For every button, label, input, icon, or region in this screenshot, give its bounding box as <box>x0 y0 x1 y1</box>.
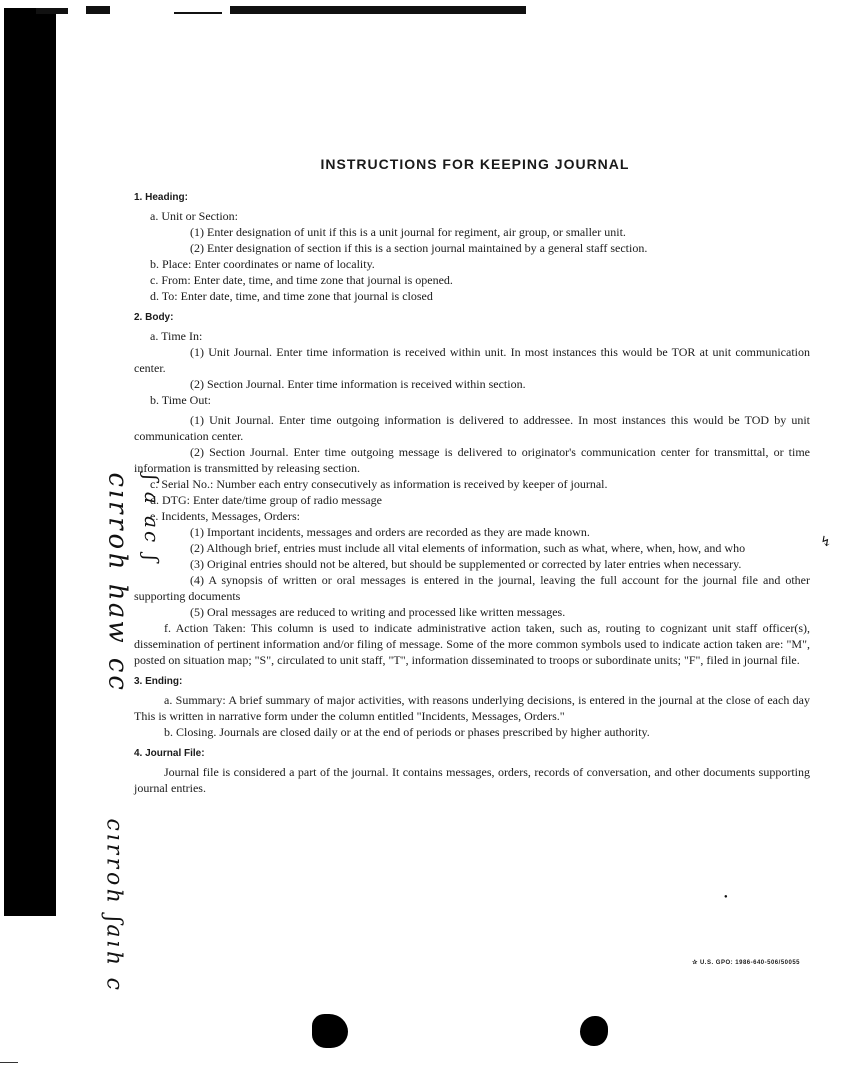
section-heading: 3. Ending: <box>134 676 183 687</box>
scan-mark <box>230 6 526 14</box>
scan-blob <box>580 1016 608 1046</box>
section-heading: 1. Heading: <box>134 192 188 203</box>
paragraph: a. Summary: A brief summary of major activities, with reasons underlying decisions, is entered in the journal at the close of each day This is written in narrative form under the column entitled "Incidents, Messages, Orders." <box>134 693 810 723</box>
scan-blob <box>312 1014 348 1048</box>
paragraph: c. Serial No.: Number each entry consecutively as information is received by keeper of journal. <box>150 477 608 491</box>
scan-mark <box>36 8 68 14</box>
printer-code: ✰ U.S. GPO: 1986-640-506/50055 <box>692 960 800 966</box>
scan-mark <box>0 1062 18 1063</box>
paragraph: (5) Oral messages are reduced to writing and processed like written messages. <box>190 605 566 619</box>
paragraph: Journal file is considered a part of the journal. It contains messages, orders, records of conversation, and other documents supporting journal entries. <box>134 765 810 795</box>
paragraph: (1) Enter designation of unit if this is a unit journal for regiment, air group, or smaller unit. <box>190 225 626 239</box>
paragraph: a. Time In: <box>150 329 203 343</box>
paragraph: f. Action Taken: This column is used to indicate administrative action taken, such as, routing to cognizant unit staff officer(s), dissemination of pertinent information and/or filing of message. Some of the more common symbols used to indicate action taken are: "M", posted on situation map; "S", circulated to unit staff, "T", information disseminated to troops or subordinate units; "F", filed in journal file. <box>134 621 810 667</box>
paragraph: e. Incidents, Messages, Orders: <box>150 509 300 523</box>
paragraph: (1) Important incidents, messages and orders are recorded as they are made known. <box>190 525 590 539</box>
handwritten-mark: ↯ <box>820 535 832 550</box>
paragraph: b. Time Out: <box>150 393 212 407</box>
paragraph: (3) Original entries should not be altered, but should be supplemented or corrected by later entries when necessary. <box>190 557 742 571</box>
paragraph: (1) Unit Journal. Enter time outgoing information is delivered to addressee. In most instances this would be TOD by unit communication center. <box>134 413 810 443</box>
paragraph: c. From: Enter date, time, and time zone that journal is opened. <box>150 273 453 287</box>
handwritten-mark: ● <box>724 894 728 900</box>
paragraph: (2) Section Journal. Enter time outgoing message is delivered to originator's communication center for transmittal, or time information is transmitted by releasing section. <box>134 445 810 475</box>
paragraph: (2) Section Journal. Enter time information is received within section. <box>190 377 526 391</box>
paragraph: (4) A synopsis of written or oral messages is entered in the journal, leaving the full account for the journal file and other supporting documents <box>134 573 810 603</box>
handwritten-annotation: ɔ ɥıɐʃ ɥoɹɹıɔ <box>100 815 125 990</box>
scan-mark <box>86 6 110 14</box>
scan-edge-bar <box>4 8 56 916</box>
section-heading: 2. Body: <box>134 312 174 323</box>
section-heading: 4. Journal File: <box>134 748 205 759</box>
page-title: INSTRUCTIONS FOR KEEPING JOURNAL <box>320 156 630 172</box>
scan-mark <box>174 12 222 14</box>
paragraph: d. To: Enter date, time, and time zone that journal is closed <box>150 289 433 303</box>
document-body <box>134 190 810 796</box>
paragraph: d. DTG: Enter date/time group of radio message <box>150 493 382 507</box>
paragraph: b. Place: Enter coordinates or name of locality. <box>150 257 375 271</box>
paragraph: (2) Enter designation of section if this is a section journal maintained by a general staff section. <box>190 241 648 255</box>
handwritten-annotation: ʃ ɔɐ ɐ ʃ <box>136 471 160 560</box>
handwritten-annotation: ɔɔ ʍɐɥ ɥoɹɹıɔ <box>100 469 130 690</box>
paragraph: (2) Although brief, entries must include all vital elements of information, such as what, where, when, how, and who <box>190 541 746 555</box>
paragraph: b. Closing. Journals are closed daily or at the end of periods or phases prescribed by higher authority. <box>164 725 650 739</box>
paragraph: a. Unit or Section: <box>150 209 238 223</box>
paragraph: (1) Unit Journal. Enter time information is received within unit. In most instances this would be TOR at unit communication center. <box>134 345 810 375</box>
